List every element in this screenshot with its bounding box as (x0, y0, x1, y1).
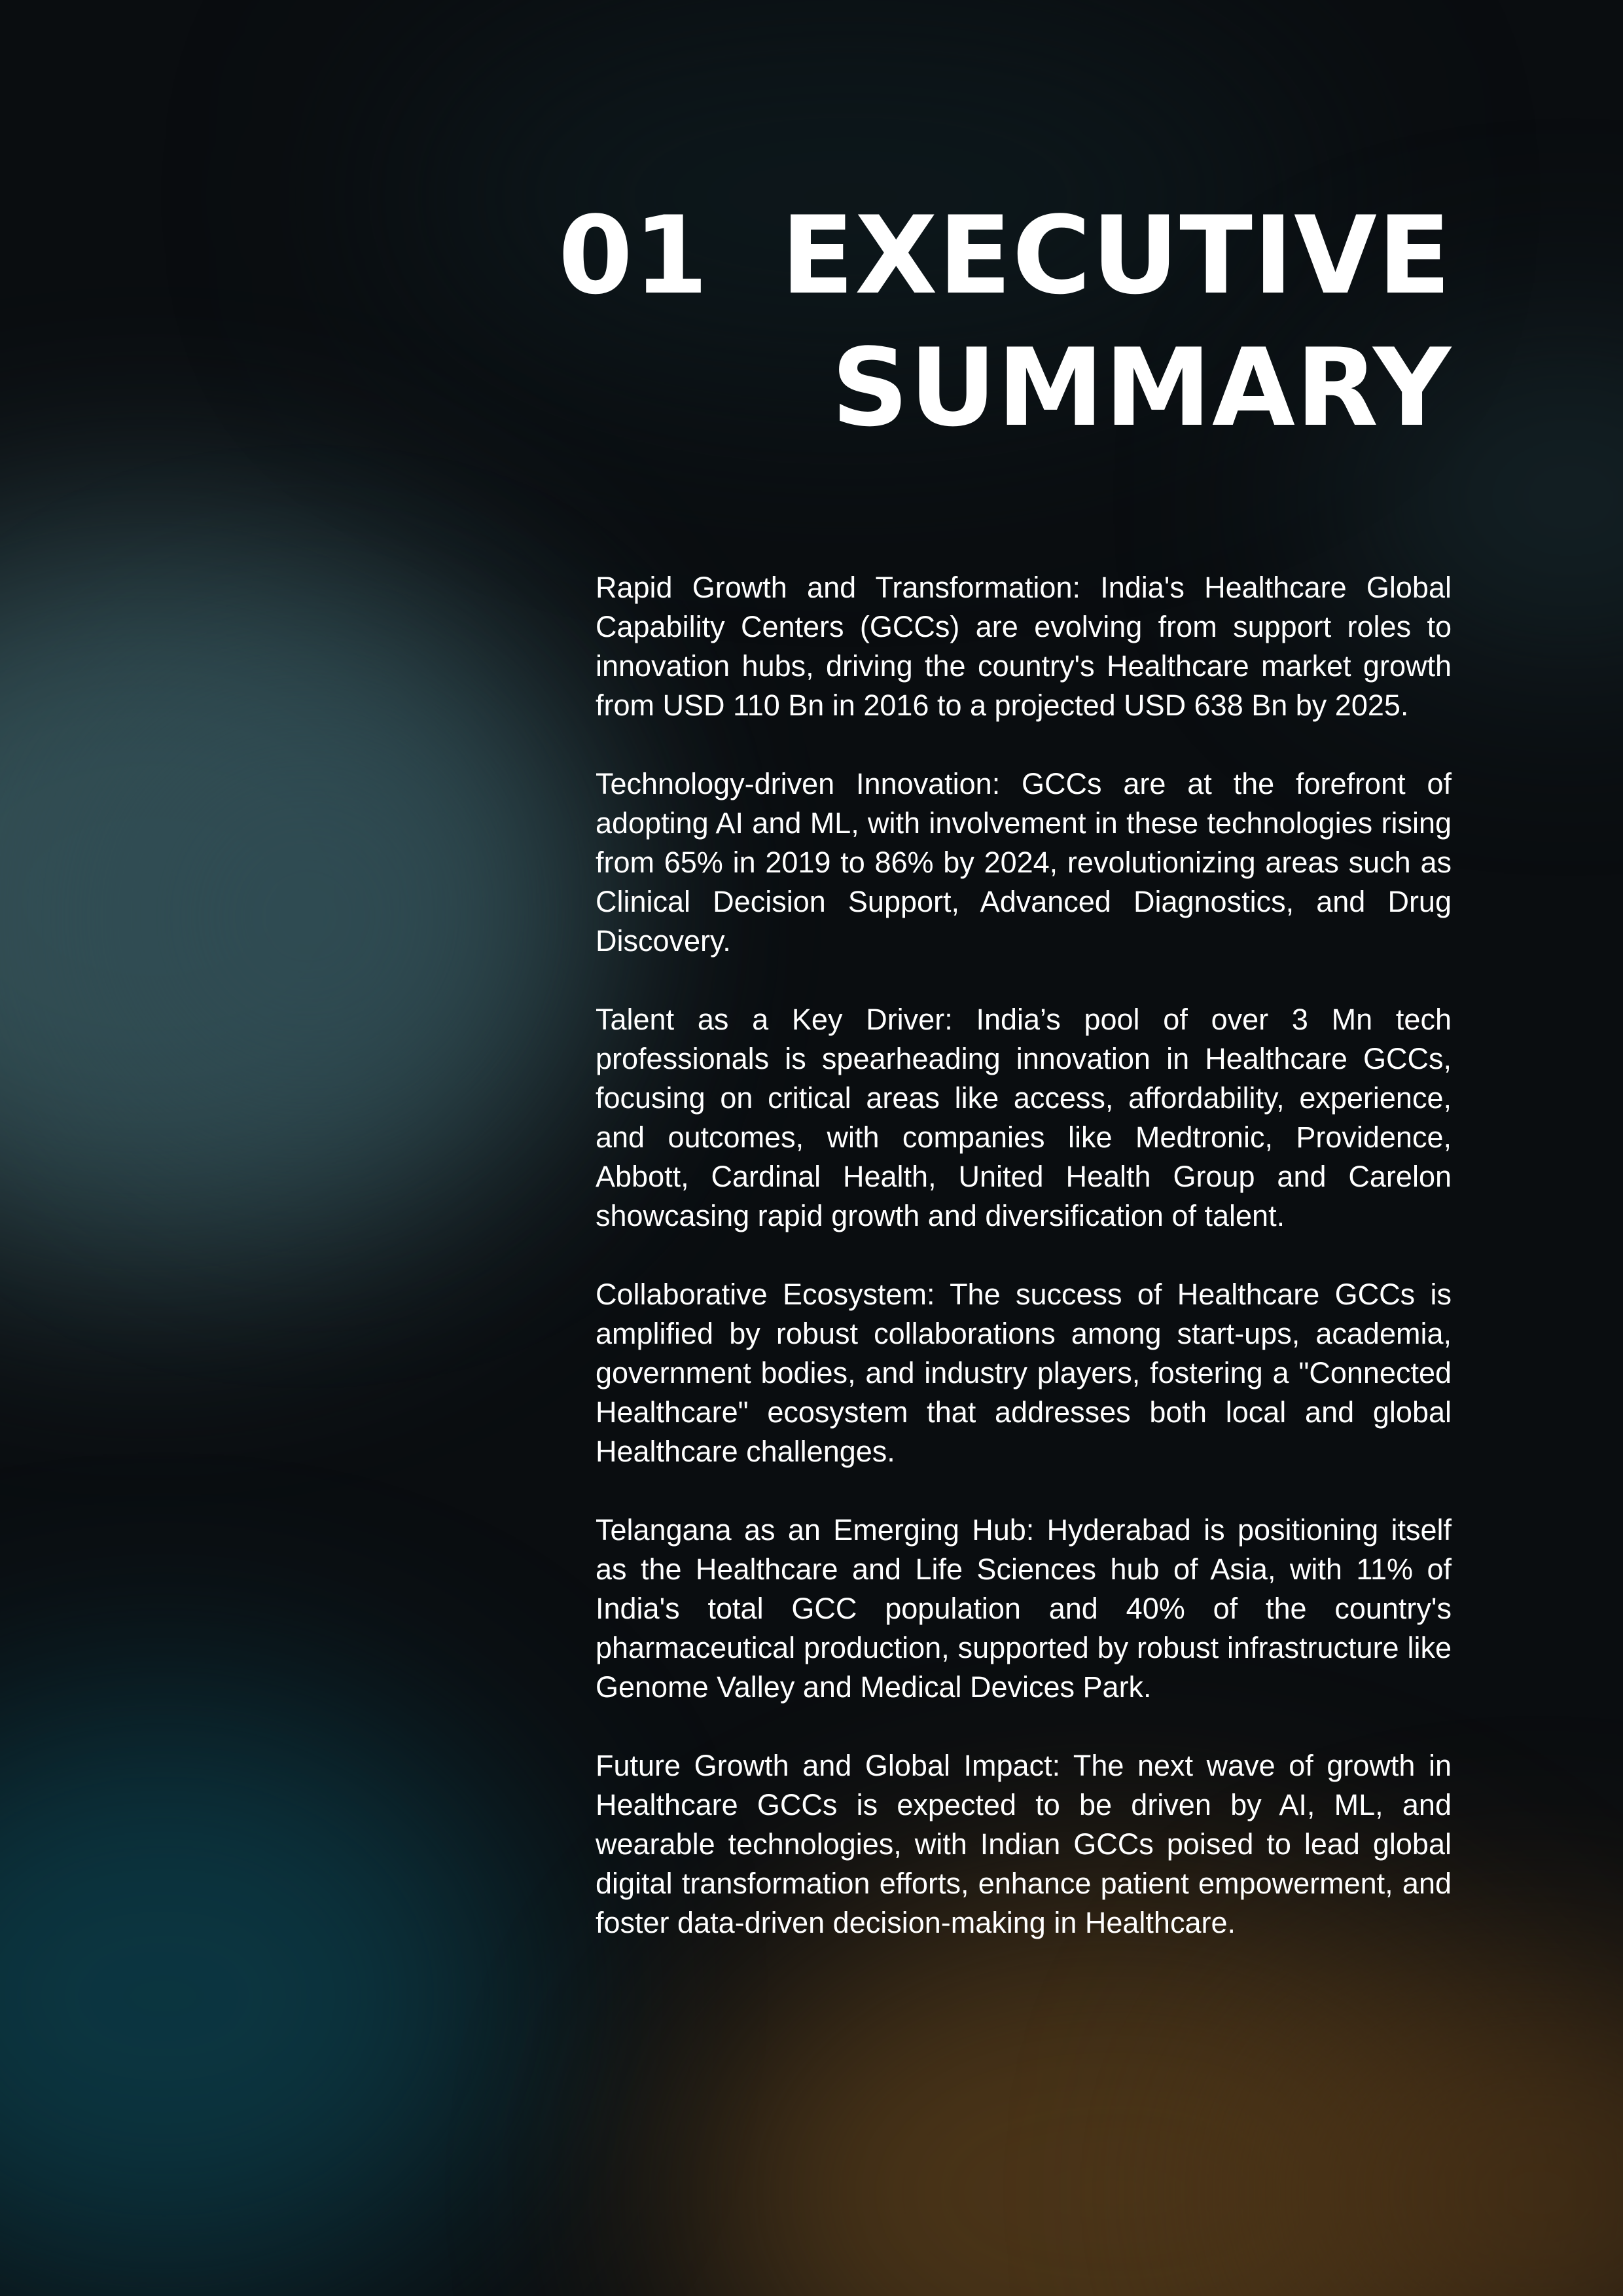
section-number: 01 (558, 193, 709, 318)
paragraph-growth: Rapid Growth and Transformation: India's Healthcare Global Capability Centers (GCCs) are evolving from support roles to innovation hubs, driving the country's Healthcare market growth from USD 110 Bn in 2016 to a projected USD 638 Bn by 2025. (596, 571, 1452, 722)
background-glow-blue (0, 1702, 524, 2291)
title-word-executive: EXECUTIVE (781, 193, 1452, 318)
title-line-2: SUMMARY (831, 325, 1452, 450)
title-line-1 (558, 190, 1452, 322)
paragraph-talent: Talent as a Key Driver: India’s pool of over 3 Mn tech professionals is spearheading innovation in Healthcare GCCs, focusing on critical areas like access, affordability, experience, and outcomes, with companies like Medtronic, Providence, Abbott, Cardinal Health, United Health Group and Carelon showcasing rapid growth and diversification of talent. (596, 1003, 1452, 1232)
background-glow-teal-inner (79, 687, 537, 1145)
page-title (558, 190, 1452, 454)
paragraph-future: Future Growth and Global Impact: The next wave of growth in Healthcare GCCs is expected to be driven by AI, ML, and wearable technologies, with Indian GCCs poised to lead global digital transformation efforts, enhance patient empowerment, and foster data-driven decision-making in Healthcare. (596, 1749, 1452, 1939)
paragraph-technology: Technology-driven Innovation: GCCs are at the forefront of adopting AI and ML, with involvement in these technologies rising from 65% in 2019 to 86% by 2024, revolutionizing areas such as Clinical Decision Support, Advanced Diagnostics, and Drug Discovery. (596, 767, 1452, 958)
paragraph-telangana: Telangana as an Emerging Hub: Hyderabad is positioning itself as the Healthcare and Life Sciences hub of Asia, with 11% of India's total GCC population and 40% of the country's pharmaceutical production, supported by robust infrastructure like Genome Valley and Medical Devices Park. (596, 1513, 1452, 1704)
paragraph-ecosystem: Collaborative Ecosystem: The success of Healthcare GCCs is amplified by robust collaborations among start-ups, academia, government bodies, and industry players, fostering a "Connected Healthcare" ecosystem that addresses both local and global Healthcare challenges. (596, 1278, 1452, 1468)
summary-body (596, 568, 1452, 1982)
